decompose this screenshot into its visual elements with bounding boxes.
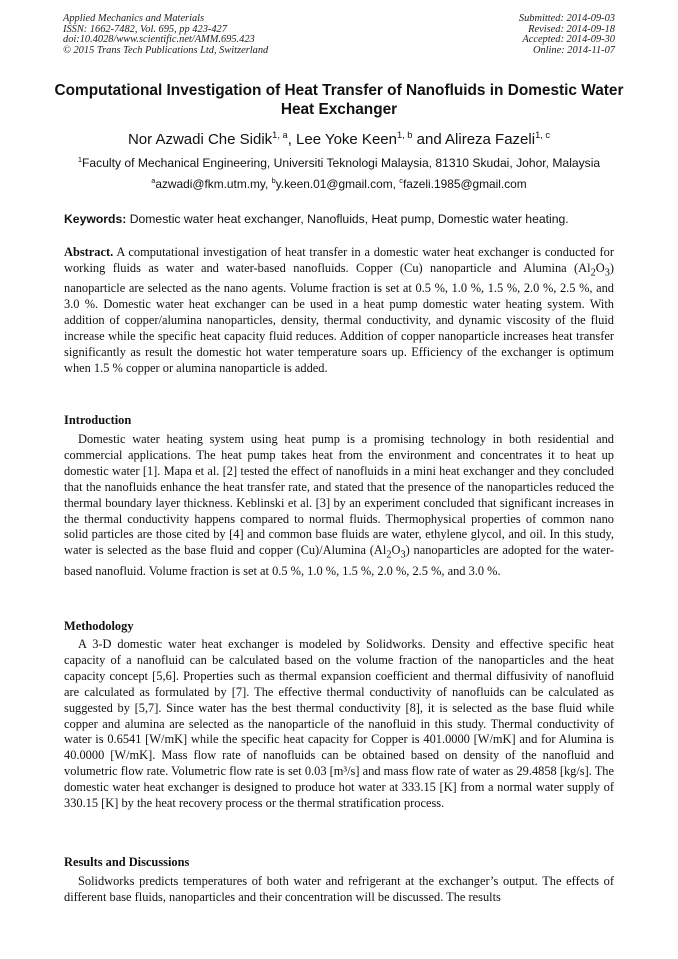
email-mark: b [271,176,276,186]
author-affil-mark: 1, c [535,130,551,140]
issn-line: ISSN: 1662-7482, Vol. 695, pp 423-427 [63,23,227,35]
introduction-body [64,432,614,580]
subscript: 2 [386,549,392,561]
email-address: y.keen.01@gmail.com, [275,177,400,191]
author-list [30,130,648,150]
paragraph-text: O [391,543,401,558]
accepted-date: Accepted: 2014-09-30 [522,34,615,46]
paragraph-text: Domestic water heating system using heat pump is a promising technology in both residential and commercial applications. The heat pump takes heat from the environment and concentrates it to heat up domestic water [1]. Mapa et al. [2] tested the effect of nanofluids in a mini heat exchanger and they concluded that the nanofluids enhance the heat transfer rate, and stated that the presence of the nanoparticles reduced the thermal boundary layer thickness. Keblinski et al. [3] by an experiment concluded that significant increases in the thermal conductivity happens compared to normal fluids. Thermophysical properties of common nano solid particles are those cited by [4] and common base fluids are water, ethylene glycol, and oil. In this study, water is selected as the base fluid and copper (Cu)/Alumina (Al [64,432,614,558]
methodology-paragraph: A 3-D domestic water heat exchanger is modeled by Solidworks. Density and effective specific heat capacity of a nanofluid can be calculated based on the volume fraction of the nanoparticles and the heat capacity concept [5,6]. Properties such as thermal expansion coefficient and thermal diffusivity of nanofluid are calculated as formulated by [7]. The effective thermal conductivity of nanofluids can be calculated as suggested by [5,7]. Since water has the best thermal conductivity [8], it is selected as the base fluid while copper and alumina are selected as the nanoparticle of the nanofluid in this study. Thermal conductivity of water is 0.6541 [W/mK] while the specific heat capacity for Copper is 401.0000 [W/mK] and for Alumina is 40.0000 [W/mK]. Mass flow rate of nanofluids can be obtained based on density of the nanofluid and volumetric flow rate. Volumetric flow rate is set 0.03 [m³/s] and mass flow rate of water as 29.4858 [kg/s]. The domestic water heat exchanger is designed to produce hot water at 333.15 [K] from a normal water supply of 330.15 [K] by the heat recovery process or the thermal stratification process. [64,637,614,811]
results-body [64,874,614,906]
email-address: azwadi@fkm.utm.my, [155,177,272,191]
keywords-label: Keywords: [64,212,127,226]
copyright-line: © 2015 Trans Tech Publications Ltd, Switzerland [63,44,269,56]
paragraph-text: ) nanoparticles are adopted for the water-based nanofluid. Volume fraction is set at 0.5 %, 1.0 %, 1.5 %, 2.0 %, 2.5 %, and 3.0 %. [64,543,614,578]
abstract-text: ) nanoparticle are selected as the nano agents. Volume fraction is set at 0.5 %, 1.0 %, 1.5 %, 2.0 %, 2.5 %, and 3.0 %. Domestic water heat exchanger can be used in a heat pump domestic water heating system. With addition of copper/alumina nanoparticles, density, thermal conductivity, and dynamic viscosity of the fluid increase while the specific heat capacity fluid reduces. Addition of copper nanoparticle increases heat transfer significantly as result the domestic hot water temperature soars up. Efficiency of the exchanger is optimum when 1.5 % copper or alumina nanoparticle is added. [64,260,614,375]
email-mark: c [399,176,403,186]
section-heading-methodology: Methodology [64,619,134,633]
keywords-text: Domestic water heat exchanger, Nanofluids, Heat pump, Domestic water heating. [126,212,569,226]
author-emails [20,177,658,192]
affiliation-text: Faculty of Mechanical Engineering, Universiti Teknologi Malaysia, 81310 Skudai, Johor, Malaysia [82,156,601,170]
author-affil-mark: 1, b [396,130,413,140]
subscript: 3 [604,267,610,279]
introduction-paragraph [64,432,614,580]
subscript: 3 [400,549,406,561]
abstract-text: O [595,260,605,275]
revised-date: Revised: 2014-09-18 [528,23,615,35]
email-mark: a [151,176,156,186]
journal-header-left [63,14,268,56]
online-date: Online: 2014-11-07 [532,44,615,56]
methodology-body [64,637,614,812]
affiliation-mark: 1 [77,154,83,164]
affiliation [20,156,658,171]
author-name: Nor Azwadi Che Sidik [127,131,273,148]
journal-header-right [519,14,615,56]
journal-name: Applied Mechanics and Materials [63,13,205,24]
author-affil-mark: 1, a [272,130,288,140]
author-name: Lee Yoke Keen [296,131,397,148]
keywords [64,212,624,227]
results-paragraph: Solidworks predicts temperatures of both water and refrigerant at the exchanger’s output. The effects of different base fluids, nanoparticles and their concentration will be discussed. The results [64,874,614,904]
author-separator: , [287,131,297,148]
section-heading-introduction: Introduction [64,413,132,427]
author-name: Alireza Fazeli [445,131,536,148]
email-address: fazeli.1985@gmail.com [402,177,527,191]
abstract-text: A computational investigation of heat transfer in a domestic water heat exchanger is conducted for working fluids as water and water-based nanofluids. Copper (Cu) nanoparticle and Alumina (Al [64,245,614,275]
author-separator: and [412,131,446,148]
submitted-date: Submitted: 2014-09-03 [518,13,615,24]
doi-line: doi:10.4028/www.scientific.net/AMM.695.423 [63,34,255,46]
abstract-label: Abstract. [64,245,114,259]
paper-title: Computational Investigation of Heat Transfer of Nanofluids in Domestic Water Heat Exchanger [54,82,624,118]
abstract [64,245,614,377]
section-heading-results: Results and Discussions [64,855,190,869]
subscript: 2 [590,267,596,279]
